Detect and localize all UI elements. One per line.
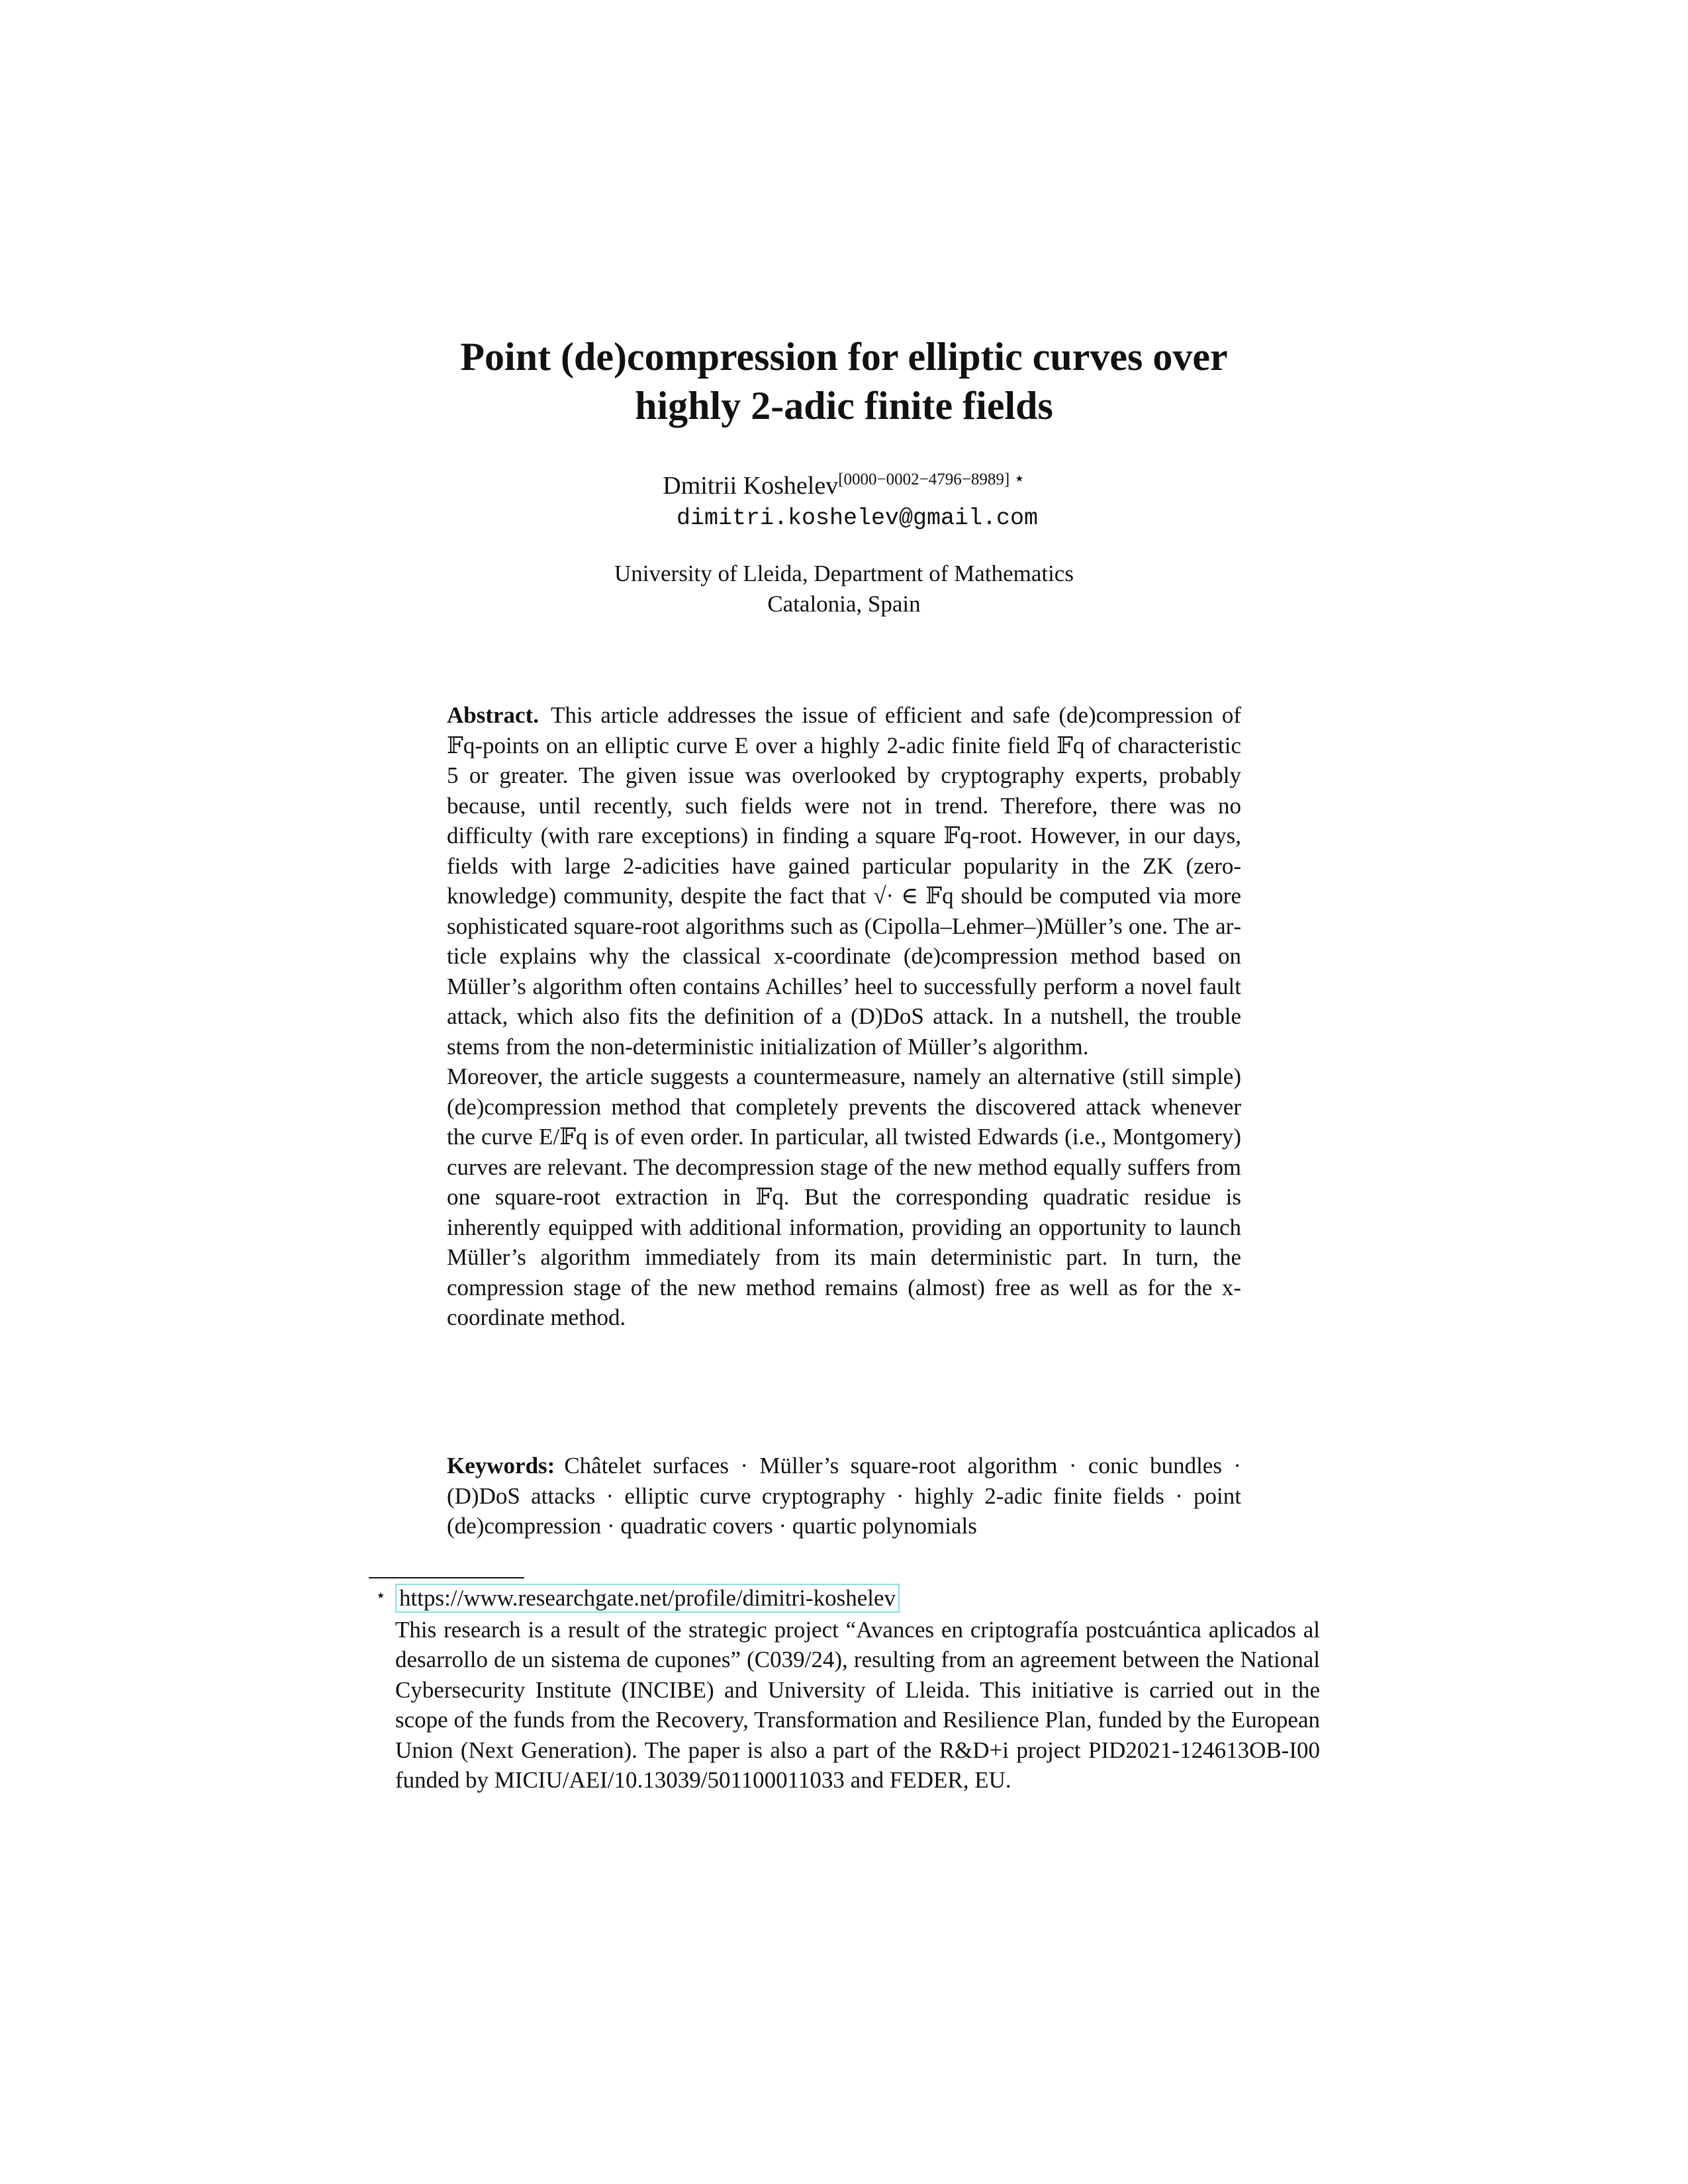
author-line [0, 463, 1688, 502]
affiliation-line-2: Catalonia, Spain [767, 591, 921, 617]
author-orcid[interactable]: [0000−0002−4796−8989] [838, 471, 1010, 488]
affiliation [0, 559, 1688, 619]
footnote-text: This research is a result of the strategic project “Avances en criptografía postcuántica aplicados al desarrollo de un sistema de cupones” (C039/24), resulting from an agreement between the National Cybersecurity Institute (INCIBE) and University of Lleida. This initiative is carried out in the scope of the funds from the Recovery, Transformation and Resilience Plan, funded by the European Union (Next Generation). The paper is also a part of the R&D+i project PID2021-124613OB-I00 funded by MICIU/AEI/10.13039/501100011033 and FEDER, EU. [395, 1616, 1320, 1793]
footnote-divider [369, 1577, 524, 1578]
keywords-label: Keywords: [447, 1453, 555, 1479]
keywords-text: Châtelet surfaces · Müller’s square-root algorithm · conic bundles · (D)DoS attacks · elliptic curve cryptography · highly 2-adic finite fields · point (de)compression · quadratic covers · quartic polynomials [447, 1453, 1241, 1539]
abstract-paragraph-2: Moreover, the article suggests a countermeasure, namely an alternative (still simple) (de)compression method that completely prevents the discovered attack whenever the curve E/𝔽q is of even order. In particular, all twisted Edwards (i.e., Montgomery) curves are relevant. The decompression stage of the new method equally suffers from one square-root extraction in 𝔽q. But the corresponding quadratic residue is inherently equipped with additional information, providing an opportunity to launch Müller’s algorithm immediately from its main deterministic part. In turn, the compression stage of the new method remains (almost) free as well as for the x-coordinate method. [447, 1064, 1241, 1330]
keywords [447, 1451, 1241, 1541]
title-line-1: Point (de)compression for elliptic curves over [460, 335, 1228, 379]
abstract-paragraph-1 [447, 700, 1241, 1062]
title-line-2: highly 2-adic finite fields [635, 384, 1053, 428]
author-footnote-marker: ⋆ [1013, 469, 1025, 489]
page-title [265, 332, 1423, 430]
abstract-label: Abstract. [447, 702, 539, 728]
researchgate-link[interactable]: https://www.researchgate.net/profile/dimitri-koshelev [395, 1584, 900, 1613]
affiliation-line-1: University of Lleida, Department of Mathematics [614, 561, 1074, 586]
abstract [447, 700, 1241, 1333]
footnote [369, 1583, 1320, 1796]
author-name: Dmitrii Koshelev [663, 472, 839, 500]
abstract-text-1: This article addresses the issue of efficient and safe (de)compression of 𝔽q-points on an elliptic curve E over a highly 2-adic finite field 𝔽q of characteristic 5 or greater. The given issue was overlooked by cryptography experts, probably because, until recently, such fields were not in trend. Therefore, there was no difficulty (with rare exceptions) in finding a square 𝔽q-root. However, in our days, fields with large 2-adicities have gained particular popularity in the ZK (zero-knowledge) community, despite the fact that √· ∈ 𝔽q should be computed via more sophisticated square-root algorithms such as (Cipolla–Lehmer–)Müller’s one. The article explains why the classical x-coordinate (de)compression method based on Müller’s algorithm often contains Achilles’ heel to successfully perform a novel fault attack, which also fits the definition of a (D)DoS attack. In a nutshell, the trouble stems from the non-deterministic initialization of Müller’s algorithm. [447, 702, 1241, 1060]
footnote-marker: ⋆ [375, 1586, 387, 1605]
author-email[interactable]: dimitri.koshelev@gmail.com [676, 505, 1039, 531]
